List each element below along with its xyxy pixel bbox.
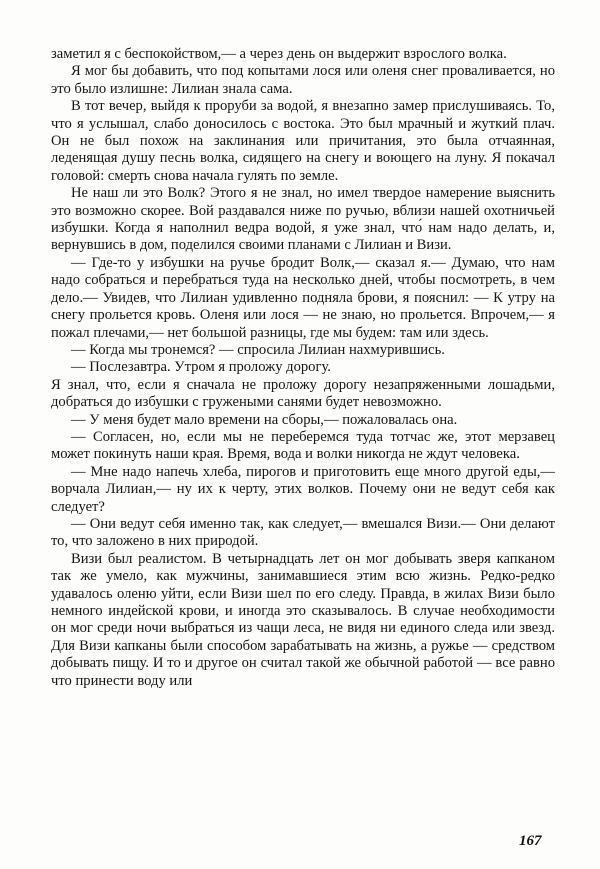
paragraph-13: Визи был реалистом. В четырнадцать лет он мог добывать зверя капканом так же умело, как мужчины, занимавшиеся этим всю жизнь. Редко-редко удавалось оленю уйти, если Визи шел по его следу. Правда, в жилах Визи было немного индейской крови, и иногда это сказывалось. В случае необходимости он мог среди ночи выбраться из чащи леса, не видя ни единого следа или звезд. Для Визи капканы были способом зарабатывать на жизнь, а ружье — средством добывать пищу. И то и другое он считал такой же обычной работой — все равно что принести воду или	[51, 550, 555, 689]
body-text	[51, 46, 555, 690]
paragraph-4: Не наш ли это Волк? Этого я не знал, но имел твердое намерение выяснить это возможно скорее. Вой раздавался ниже по ручью, вблизи нашей охотничьей избушки. Когда я наполнил ведра водой, я уже знал, что́ нам надо делать, и, вернувшись в дом, поделился своими планами с Лилиан и Визи.	[51, 185, 555, 254]
paragraph-12: — Они ведут себя именно так, как следует,— вмешался Визи.— Они делают то, что заложено в них природой.	[51, 515, 555, 550]
paragraph-1: заметил я с беспокойством,— а через день он выдержит взрослого волка.	[51, 46, 507, 62]
paragraph-11: — Мне надо напечь хлеба, пирогов и приготовить еще много другой еды,— ворчала Лилиан,— ну их к черту, этих волков. Почему они не ведут себя как следует?	[51, 463, 555, 515]
paragraph-6: — Когда мы тронемся? — спросила Лилиан нахмурившись.	[71, 341, 445, 358]
paragraph-7: — Послезавтра. Утром я проложу дорогу.	[71, 359, 331, 376]
paragraph-9: — У меня будет мало времени на сборы,— пожаловалась она.	[71, 411, 458, 428]
paragraph-8: Я знал, что, если я сначала не проложу дорогу незапряженными лошадьми, добраться до избушки с гружеными санями будет невозможно.	[51, 376, 555, 411]
paragraph-5: — Где-то у избушки на ручье бродит Волк,— сказал я.— Думаю, что нам надо собраться и перебраться туда на несколько дней, чтобы посмотреть, в чем дело.— Увидев, что Лилиан удивленно подняла брови, я пояснил: — К утру на снегу прольется кровь. Оленя или лося — не знаю, но прольется. Впрочем,— я пожал плечами,— нет большой разницы, где мы будем: там или здесь.	[51, 254, 555, 341]
page-number: 167	[519, 833, 542, 849]
paragraph-10: — Согласен, но, если мы не переберемся туда тотчас же, этот мерзавец может покинуть наши края. Время, вода и волки никогда не ждут человека.	[51, 428, 555, 463]
paragraph-2: Я мог бы добавить, что под копытами лося или оленя снег проваливается, но это было излишне: Лилиан знала сама.	[51, 63, 555, 97]
paragraph-3: В тот вечер, выйдя к проруби за водой, я внезапно замер прислушиваясь. То, что я услышал, слабо доносилось с востока. Это был мрачный и жуткий плач. Он не был похож на заклинания или причитания, это была отчаянная, леденящая душу песнь волка, сидящего на снегу и воющего на луну. Я покачал головой: смерть снова начала гулять по земле.	[51, 98, 555, 184]
